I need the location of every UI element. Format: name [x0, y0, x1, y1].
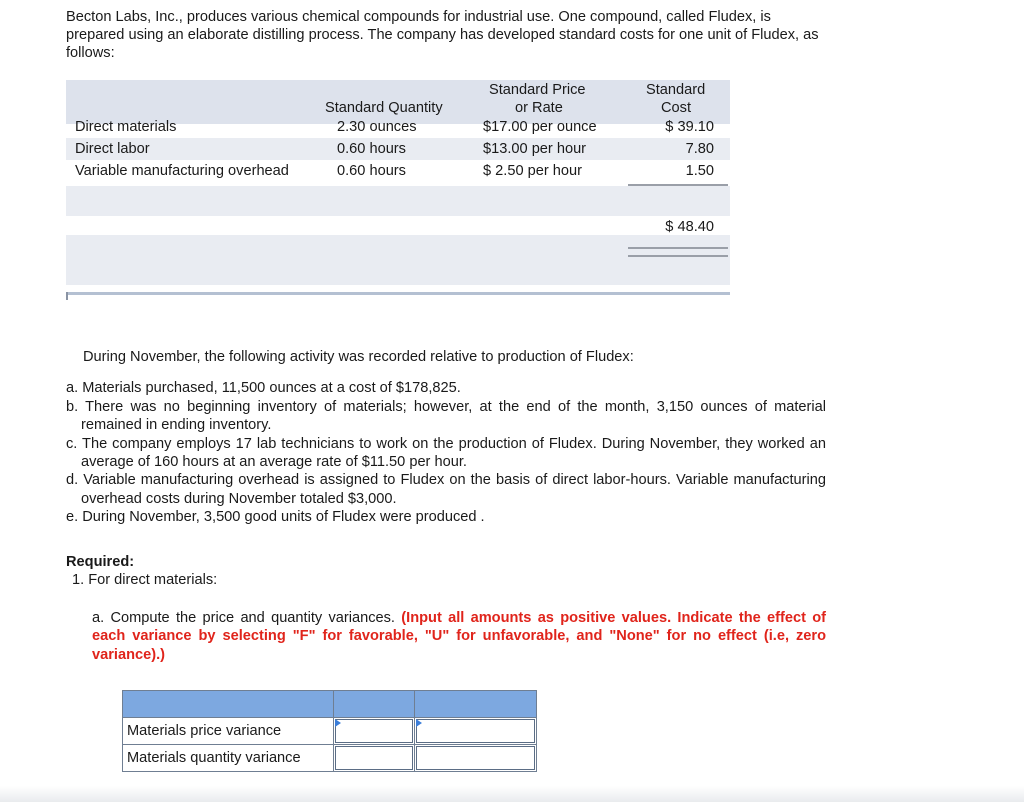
- activity-item: b. There was no beginning inventory of materials; however, at the end of the month, 3,150 ounces of material remained in ending inventory.: [66, 398, 826, 434]
- row-price: $ 2.50 per hour: [483, 163, 582, 179]
- instruction-prefix: a. Compute the price and quantity variances.: [92, 610, 402, 626]
- row-label: Direct labor: [75, 141, 150, 157]
- input-box[interactable]: [416, 746, 535, 770]
- required-section: [66, 553, 217, 589]
- row-label: Direct materials: [75, 119, 177, 135]
- row-cost: 1.50: [685, 163, 714, 179]
- standard-cost-table: [66, 80, 730, 300]
- problem-intro: Becton Labs, Inc., produces various chemical compounds for industrial use. One compound, called Fludex, is prepared using an elaborate distilling process. The company has developed standard costs for one unit of Fludex, as follows:: [66, 9, 819, 61]
- row-cost: $ 39.10: [665, 119, 714, 135]
- dropdown-marker-icon: [335, 719, 341, 727]
- table-row: [123, 745, 537, 772]
- row-price: $13.00 per hour: [483, 141, 587, 157]
- subtotal-rule: [628, 184, 728, 186]
- table-bottom-border: [66, 292, 730, 295]
- input-box[interactable]: [335, 746, 413, 770]
- row-cost: 7.80: [685, 141, 714, 157]
- header-standard-price: Standard Price: [489, 82, 586, 98]
- answer-header-row: [123, 691, 537, 718]
- header-standard-quantity: Standard Quantity: [325, 100, 443, 116]
- row-label: Variable manufacturing overhead: [75, 163, 289, 179]
- input-box[interactable]: [416, 719, 535, 743]
- variance-label: Materials price variance: [123, 718, 334, 745]
- required-item: 1. For direct materials:: [72, 572, 218, 588]
- header-cell: [415, 691, 537, 718]
- price-variance-effect-select[interactable]: [415, 718, 537, 745]
- activity-item: d. Variable manufacturing overhead is assigned to Fludex on the basis of direct labor-hours. Variable manufacturing overhead costs during November totaled $3,000.: [66, 472, 826, 507]
- activity-item: c. The company employs 17 lab technicians to work on the production of Fludex. During November, they worked an average of 160 hours at an average rate of $11.50 per hour.: [66, 435, 826, 471]
- header-or-rate: or Rate: [515, 100, 563, 116]
- total-cost: $ 48.40: [665, 219, 714, 235]
- row-price: $17.00 per ounce: [483, 119, 597, 135]
- row-band: [66, 186, 730, 216]
- total-double-rule-top: [628, 247, 728, 249]
- total-double-rule-bottom: [628, 255, 728, 257]
- bottom-edge-shade: [0, 786, 1024, 802]
- activity-section: [66, 348, 826, 527]
- activity-lead: During November, the following activity was recorded relative to production of Fludex:: [83, 349, 634, 365]
- activity-item: e. During November, 3,500 good units of Fludex were produced .: [66, 509, 485, 526]
- variance-answer-table: [122, 690, 537, 772]
- row-band: [66, 235, 730, 285]
- instruction-emphasis: (Input all amounts as positive values. Indicate the effect of each variance by selecting "F" for favorable, "U" for unfavorable, and "None" for no effect (i.e, zero variance).): [92, 610, 827, 663]
- row-quantity: 0.60 hours: [337, 163, 406, 179]
- quantity-variance-amount-input[interactable]: [334, 745, 415, 772]
- input-box[interactable]: [335, 719, 413, 743]
- activity-item: a. Materials purchased, 11,500 ounces at a cost of $178,825.: [66, 380, 461, 397]
- dropdown-marker-icon: [416, 719, 422, 727]
- row-quantity: 2.30 ounces: [337, 119, 417, 135]
- price-variance-amount-input[interactable]: [334, 718, 415, 745]
- header-cell: [123, 691, 334, 718]
- quantity-variance-effect-select[interactable]: [415, 745, 537, 772]
- instruction-text: [92, 609, 826, 664]
- header-cost: Cost: [661, 100, 692, 116]
- header-standard: Standard: [646, 82, 706, 98]
- header-cell: [334, 691, 415, 718]
- table-row: [123, 718, 537, 745]
- required-title: Required:: [66, 554, 135, 570]
- row-quantity: 0.60 hours: [337, 141, 406, 157]
- table-corner-mark: [66, 292, 68, 300]
- variance-label: Materials quantity variance: [123, 745, 334, 772]
